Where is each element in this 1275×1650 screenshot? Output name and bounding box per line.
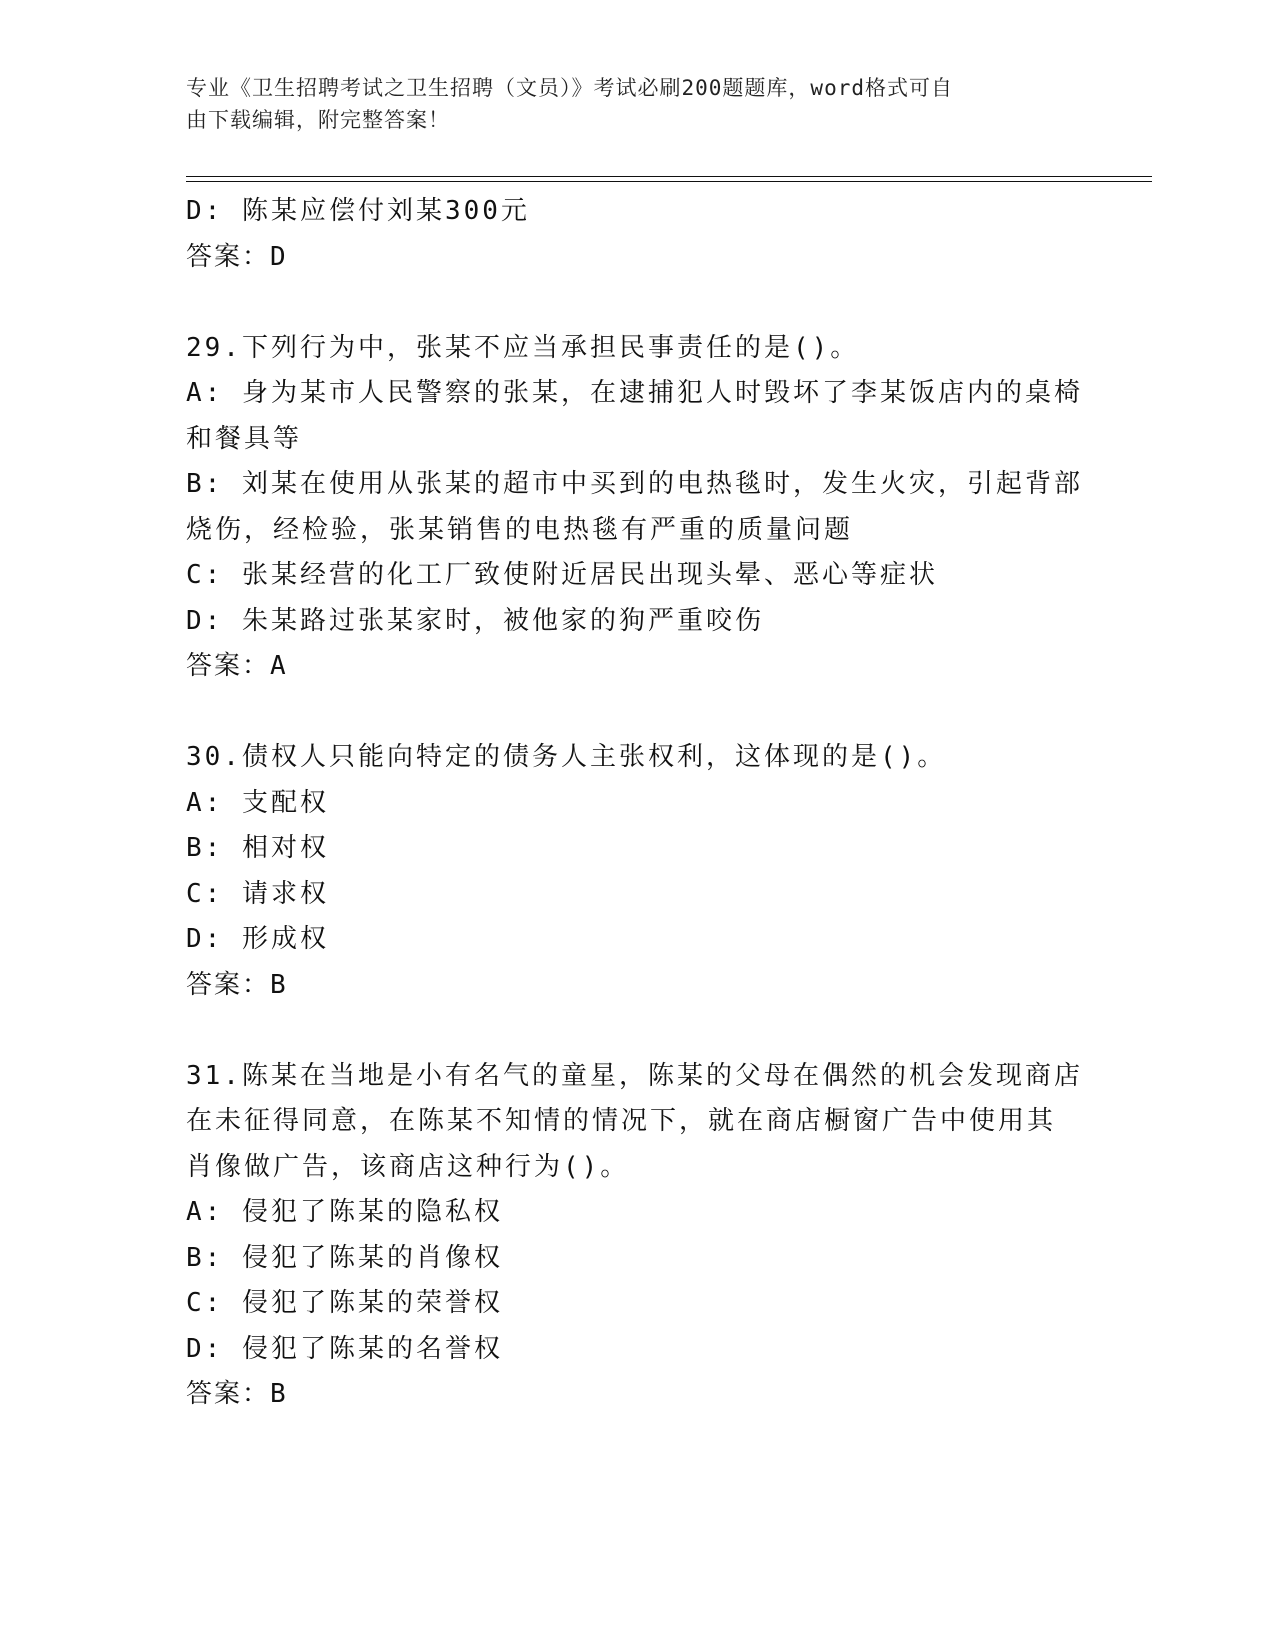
option-b-continuation: 烧伤，经检验，张某销售的电热毯有严重的质量问题 — [186, 514, 854, 545]
option-d: D: 朱某路过张某家时，被他家的狗严重咬伤 — [186, 605, 764, 636]
option-d: D: 陈某应偿付刘某300元 — [186, 196, 530, 226]
question-block — [186, 326, 1086, 690]
option-d: D: 侵犯了陈某的名誉权 — [186, 1333, 503, 1364]
spacer — [186, 280, 1086, 326]
spacer — [186, 1008, 1086, 1054]
option-d: D: 形成权 — [186, 924, 329, 954]
question-stem: 30.债权人只能向特定的债务人主张权利，这体现的是()。 — [186, 742, 947, 772]
question-stem-continuation: 肖像做广告，该商店这种行为()。 — [186, 1151, 630, 1182]
option-a: A: 身为某市人民警察的张某，在逮捕犯人时毁坏了李某饭店内的桌椅 — [186, 378, 1083, 408]
question-stem-continuation: 在未征得同意，在陈某不知情的情况下，就在商店橱窗广告中使用其 — [186, 1106, 1057, 1136]
question-block — [186, 1054, 1086, 1418]
question-block — [186, 735, 1086, 1008]
option-a: A: 支配权 — [186, 787, 329, 818]
header-line: 专业《卫生招聘考试之卫生招聘（文员）》考试必刷200题题库，word格式可自 — [186, 76, 953, 100]
answer-line: 答案：D — [186, 241, 288, 272]
option-c: C: 侵犯了陈某的荣誉权 — [186, 1288, 503, 1318]
option-b: B: 刘某在使用从张某的超市中买到的电热毯时，发生火灾，引起背部 — [186, 469, 1083, 499]
option-c: C: 请求权 — [186, 878, 329, 909]
header-divider — [186, 181, 1152, 182]
question-stem: 31.陈某在当地是小有名气的童星，陈某的父母在偶然的机会发现商店 — [186, 1060, 1083, 1091]
answer-line: 答案：A — [186, 651, 288, 681]
option-b: B: 侵犯了陈某的肖像权 — [186, 1242, 503, 1273]
header-line: 由下载编辑，附完整答案！ — [186, 108, 450, 132]
option-a: A: 侵犯了陈某的隐私权 — [186, 1197, 503, 1227]
question-stem: 29.下列行为中，张某不应当承担民事责任的是()。 — [186, 332, 860, 363]
spacer — [186, 690, 1086, 736]
option-b: B: 相对权 — [186, 833, 329, 863]
document-body — [186, 189, 1086, 1418]
page-header — [186, 72, 1066, 136]
option-c: C: 张某经营的化工厂致使附近居民出现头晕、恶心等症状 — [186, 560, 938, 590]
option-a-continuation: 和餐具等 — [186, 423, 303, 454]
answer-line: 答案：B — [186, 969, 288, 1000]
answer-line: 答案：B — [186, 1379, 288, 1409]
header-divider — [186, 176, 1152, 177]
